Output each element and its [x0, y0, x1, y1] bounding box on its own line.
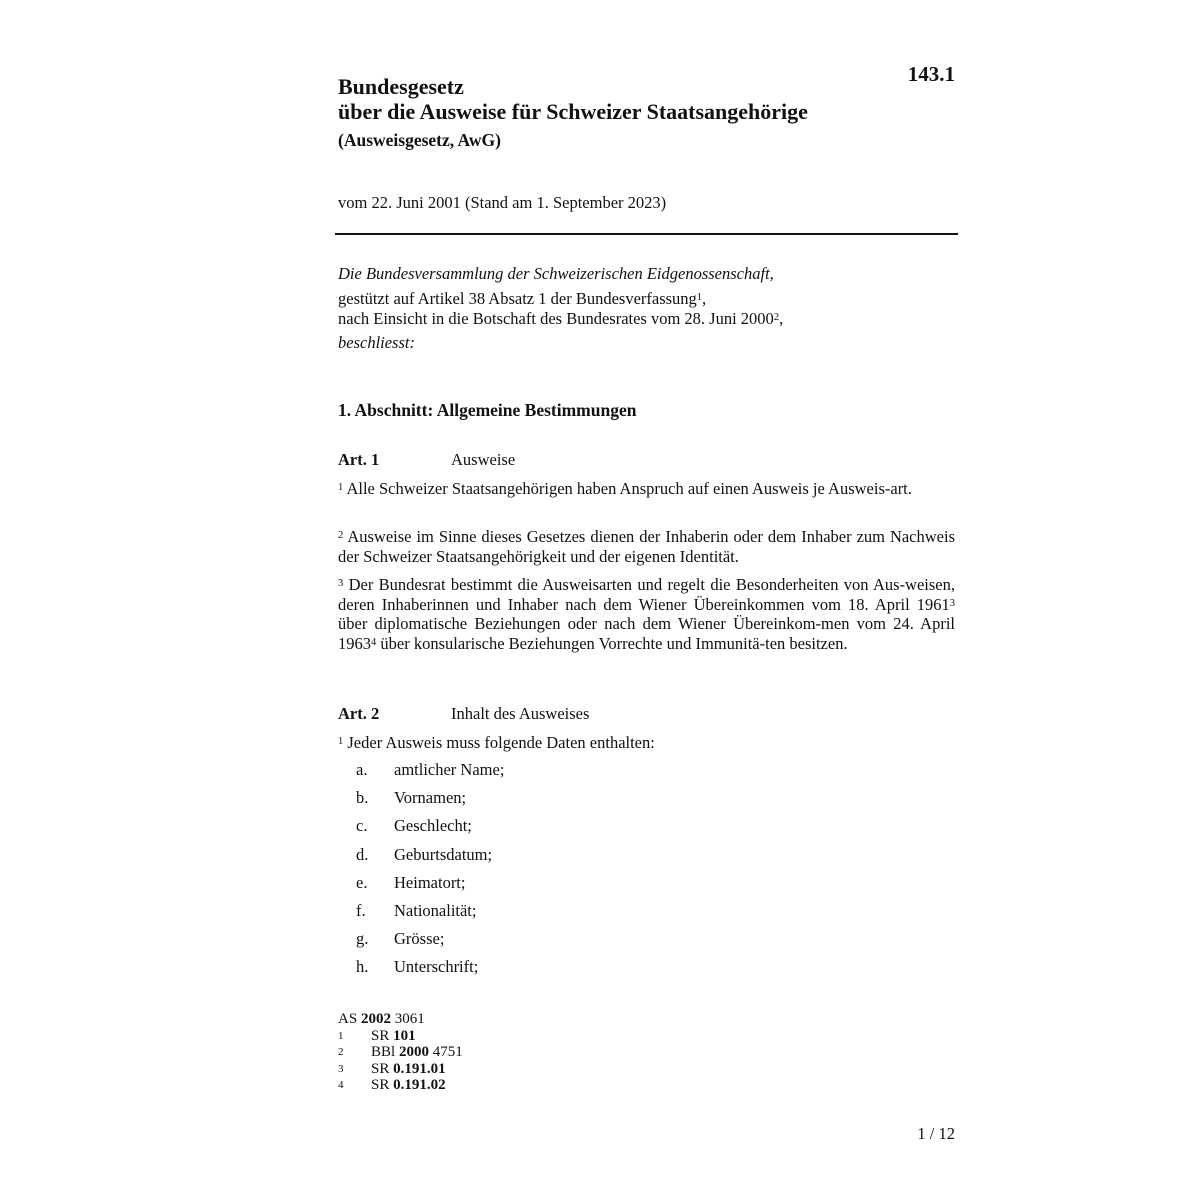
footnote-prefix: BBl — [371, 1044, 399, 1060]
paragraph-text: Alle Schweizer Staatsangehörigen haben Anspruch auf einen Ausweis je Ausweis-art. — [346, 479, 912, 498]
preamble-intro: Die Bundesversammlung der Schweizerischen Eidgenossenschaft, — [338, 264, 774, 283]
preamble-dispatch — [338, 309, 958, 329]
paragraph-text-c: über konsularische Beziehungen Vorrechte und Immunitä-ten besitzen. — [376, 633, 848, 653]
footnote-ref-1[interactable]: 1 — [696, 292, 703, 303]
footnotes — [338, 1011, 638, 1094]
article-1-paragraph-2 — [338, 527, 955, 566]
preamble-basis-text: gestützt auf Artikel 38 Absatz 1 der Bundesverfassung — [338, 289, 697, 308]
document-title — [338, 74, 898, 151]
article-1-heading — [338, 450, 958, 470]
list-item — [356, 788, 756, 816]
list-letter: d. — [356, 844, 369, 864]
footnote-prefix: SR — [371, 1060, 394, 1077]
footnote-ref-4[interactable]: 4 — [371, 636, 377, 648]
article-1-paragraph-1 — [338, 479, 955, 499]
article-2-number: Art. 2 — [338, 704, 380, 723]
footnote-ref: 101 — [393, 1027, 416, 1044]
article-1-number: Art. 1 — [338, 450, 380, 469]
paragraph-number: 1 — [338, 482, 344, 493]
list-item — [356, 845, 756, 873]
list-item — [356, 929, 756, 957]
paragraph-number: 3 — [338, 578, 344, 589]
article-2-paragraph-1 — [338, 733, 955, 753]
article-2-title: Inhalt des Ausweises — [451, 704, 590, 723]
list-text: Geburtsdatum; — [394, 844, 493, 864]
list-text: Geschlecht; — [394, 816, 472, 836]
title-line-1: Bundesgesetz — [338, 74, 464, 99]
paragraph-text-b: über diplomatische Beziehungen oder nach dem Wiener Übereinkom-men vom 24. April 1963 — [338, 614, 955, 653]
list-text: Vornamen; — [394, 788, 467, 808]
list-item — [356, 901, 756, 929]
preamble-dispatch-text: nach Einsicht in die Botschaft des Bundesrates vom 28. Juni 2000 — [338, 309, 774, 328]
list-item — [356, 816, 756, 844]
article-1-paragraph-3 — [338, 575, 955, 653]
list-item — [356, 873, 756, 901]
list-item — [356, 957, 756, 985]
footnote-ref: 0.191.01 — [393, 1060, 446, 1077]
preamble-basis-end: , — [702, 289, 707, 308]
paragraph-text-a: Der Bundesrat bestimmt die Ausweisarten und regelt die Besonderheiten von Aus-weisen, deren Inhaberinnen und Inhaber nach dem Wiener Übereinkommen vom 18. April 1961 — [338, 575, 956, 614]
paragraph-number: 2 — [338, 530, 344, 541]
list-text: Nationalität; — [394, 900, 477, 920]
as-page: 3061 — [390, 1011, 425, 1027]
footnote-ref-2[interactable]: 2 — [773, 312, 780, 323]
list-letter: a. — [356, 760, 368, 779]
data-list — [356, 760, 756, 986]
footnote-number: 4 — [338, 1079, 344, 1091]
list-text: Grösse; — [394, 929, 445, 949]
preamble-dispatch-end: , — [779, 309, 784, 328]
article-1-title: Ausweise — [451, 450, 516, 469]
footnote-ref: 0.191.02 — [393, 1077, 446, 1093]
list-letter: f. — [356, 900, 366, 920]
paragraph-number: 1 — [338, 736, 344, 747]
list-item — [356, 760, 756, 788]
paragraph-text: Ausweise im Sinne dieses Gesetzes dienen der Inhaberin oder dem Inhaber zum Nachweis der Schweizer Staatsangehörigkeit und der eigenen Identität. — [338, 527, 956, 566]
list-letter: h. — [356, 957, 369, 977]
footnote-number: 2 — [338, 1046, 344, 1058]
footnote-number: 1 — [338, 1029, 344, 1042]
footnote-prefix: SR — [371, 1077, 394, 1093]
preamble — [338, 264, 958, 353]
footnote — [338, 1044, 638, 1061]
as-year: 2002 — [360, 1011, 391, 1027]
page-number: 1 / 12 — [917, 1124, 955, 1143]
title-short-name: (Ausweisgesetz, AwG) — [338, 130, 501, 150]
list-letter: g. — [356, 929, 369, 949]
paragraph-text: Jeder Ausweis muss folgende Daten enthalten: — [347, 733, 655, 752]
article-2-heading — [338, 704, 958, 724]
title-line-2: über die Ausweise für Schweizer Staatsangehörige — [338, 99, 808, 124]
section-heading: 1. Abschnitt: Allgemeine Bestimmungen — [338, 400, 637, 420]
footnote-ref: 2000 — [398, 1044, 429, 1060]
list-text: Heimatort; — [394, 872, 466, 892]
list-letter: e. — [356, 872, 368, 892]
footnote-suffix: 4751 — [428, 1044, 463, 1060]
official-collection-ref — [338, 1011, 638, 1028]
footnote-ref-3[interactable]: 3 — [949, 597, 955, 609]
preamble-decides: beschliesst: — [338, 333, 415, 352]
footnote — [338, 1061, 638, 1078]
footnote-prefix: SR — [371, 1027, 394, 1044]
preamble-basis — [338, 289, 958, 309]
footnote-number: 3 — [338, 1062, 344, 1075]
document-date: vom 22. Juni 2001 (Stand am 1. September 2023) — [338, 193, 667, 212]
sr-number: 143.1 — [907, 62, 955, 86]
list-letter: b. — [356, 788, 369, 808]
list-letter: c. — [356, 816, 368, 836]
footnote — [338, 1077, 638, 1094]
list-text: amtlicher Name; — [394, 760, 505, 779]
footnote — [338, 1028, 638, 1045]
title-divider — [335, 233, 958, 235]
as-prefix: AS — [338, 1011, 361, 1027]
list-text: Unterschrift; — [394, 957, 479, 977]
